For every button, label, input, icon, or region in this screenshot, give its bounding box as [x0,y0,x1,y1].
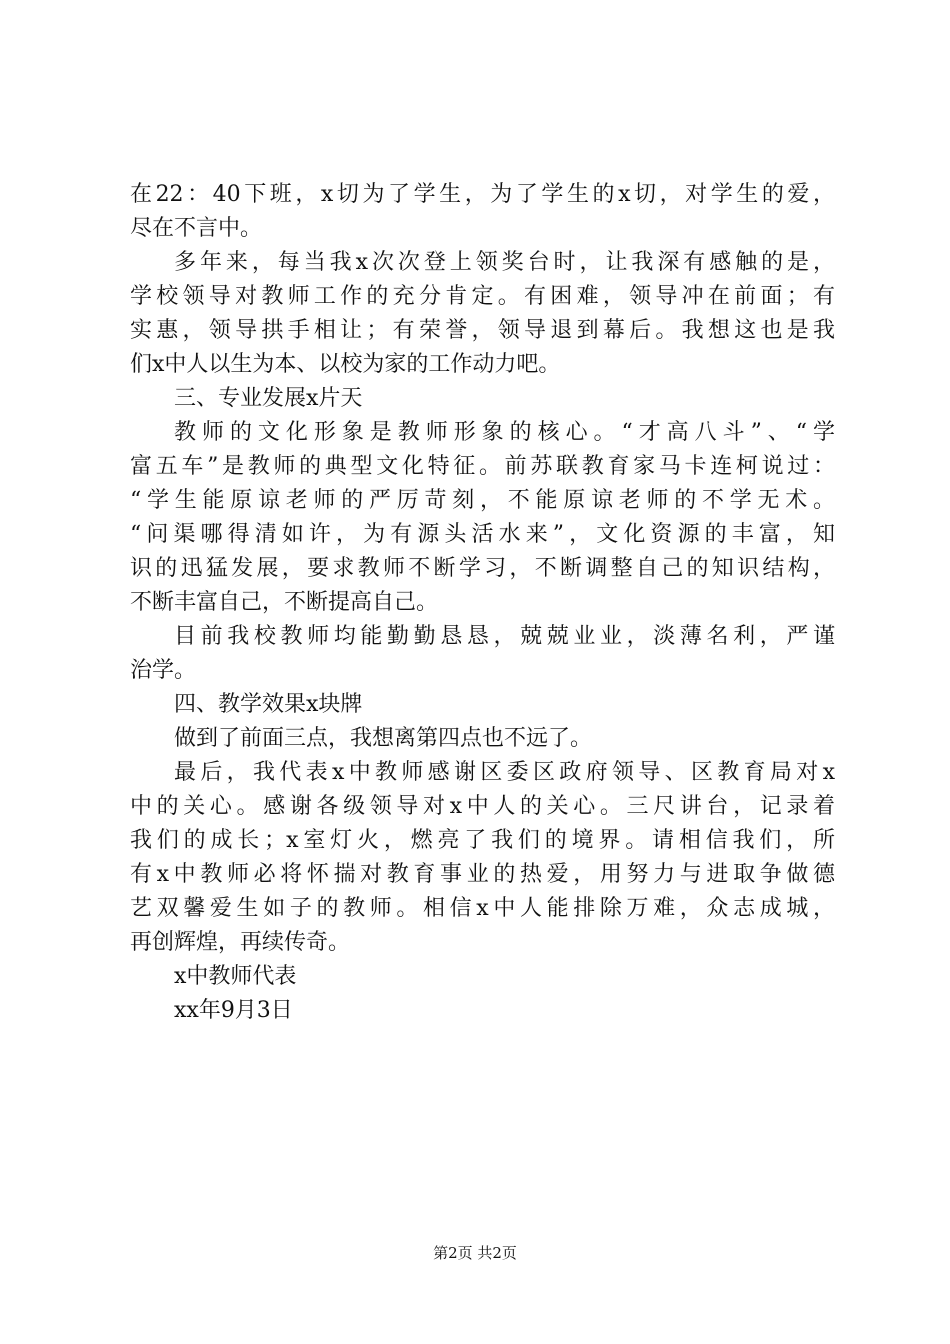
text-line: 们x中人以生为本、以校为家的工作动力吧。 [130,352,561,377]
text-line: 学校领导对教师工作的充分肯定。有困难，领导冲在前面；有 [130,284,835,309]
text-line: 富五车”是教师的典型文化特征。前苏联教育家马卡连柯说过： [130,454,835,479]
text-line: 实惠，领导拱手相让；有荣誉，领导退到幕后。我想这也是我 [130,318,835,343]
document-body [130,178,835,1028]
section-heading: 三、专业发展x片天 [174,386,363,411]
section-heading: 四、教学效果x块牌 [174,692,363,717]
paragraph-start-line: 做到了前面三点，我想离第四点也不远了。 [174,726,593,751]
paragraph-start-line: 目前我校教师均能勤勤恳恳，兢兢业业，淡薄名利，严谨 [174,624,835,649]
text-line: “学生能原谅老师的严厉苛刻，不能原谅老师的不学无术。 [130,488,835,513]
text-line: 在22：40下班，x切为了学生，为了学生的x切，对学生的爱， [130,182,835,207]
text-line: “问渠哪得清如许，为有源头活水来”，文化资源的丰富，知 [130,522,835,547]
text-line: 不断丰富自己，不断提高自己。 [130,590,439,615]
text-line: 治学。 [130,658,197,683]
text-line: 尽在不言中。 [130,216,263,241]
text-line: 我们的成长；x室灯火，燃亮了我们的境界。请相信我们，所 [130,828,835,853]
paragraph-start-line: 多年来，每当我x次次登上领奖台时，让我深有感触的是， [174,250,835,275]
paragraph-start-line: 教师的文化形象是教师形象的核心。“才高八斗”、“学 [174,420,835,445]
signature-line: x中教师代表 [174,964,297,989]
text-line: 中的关心。感谢各级领导对x中人的关心。三尺讲台，记录着 [130,794,835,819]
paragraph-start-line: 最后，我代表x中教师感谢区委区政府领导、区教育局对x [174,760,835,785]
text-line: 识的迅猛发展，要求教师不断学习，不断调整自己的知识结构， [130,556,835,581]
page-number-footer: 第2页 共2页 [433,1244,517,1262]
text-line: 有x中教师必将怀揣对教育事业的热爱，用努力与进取争做德 [130,862,835,887]
text-line: 艺双馨爱生如子的教师。相信x中人能排除万难，众志成城， [130,896,835,921]
date-line: xx年9月3日 [174,998,293,1023]
text-line: 再创辉煌，再续传奇。 [130,930,351,955]
